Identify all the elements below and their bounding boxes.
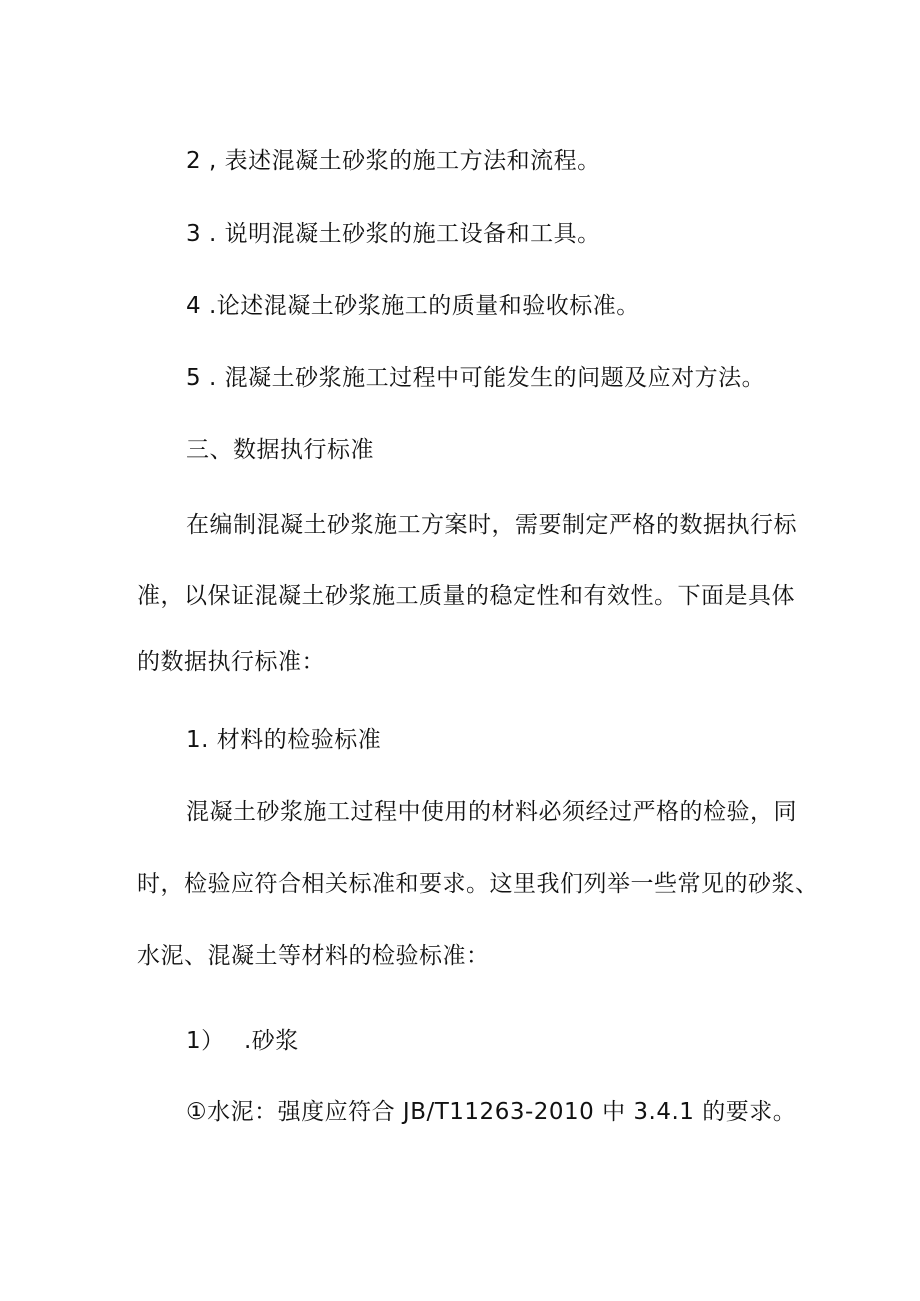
mortar-item — [186, 1025, 299, 1057]
section-heading: 三、数据执行标准 — [186, 437, 374, 463]
list-item-4: 4 .论述混凝土砂浆施工的质量和验收标准。 — [186, 293, 640, 319]
mortar-item-number: 1） — [186, 1028, 225, 1054]
paragraph-line: 在编制混凝土砂浆施工方案时，需要制定严格的数据执行标 — [186, 512, 797, 538]
paragraph-line: 水泥、混凝土等材料的检验标准： — [137, 943, 490, 969]
paragraph-line: 的数据执行标准： — [137, 649, 325, 675]
cement-standard-item: ①水泥：强度应符合 JB/T11263-2010 中 3.4.1 的要求。 — [186, 1099, 797, 1125]
paragraph-line: 准，以保证混凝土砂浆施工质量的稳定性和有效性。下面是具体 — [137, 583, 795, 609]
mortar-item-label: .砂浆 — [244, 1028, 299, 1054]
paragraph-line: 混凝土砂浆施工过程中使用的材料必须经过严格的检验，同 — [186, 799, 797, 825]
paragraph-line: 时，检验应符合相关标准和要求。这里我们列举一些常见的砂浆、 — [137, 871, 819, 897]
subsection-heading: 1. 材料的检验标准 — [186, 727, 382, 753]
list-item-3: 3 . 说明混凝土砂浆的施工设备和工具。 — [186, 221, 601, 247]
list-item-5: 5 . 混凝土砂浆施工过程中可能发生的问题及应对方法。 — [186, 365, 766, 391]
list-item-2: 2 , 表述混凝土砂浆的施工方法和流程。 — [186, 148, 601, 174]
